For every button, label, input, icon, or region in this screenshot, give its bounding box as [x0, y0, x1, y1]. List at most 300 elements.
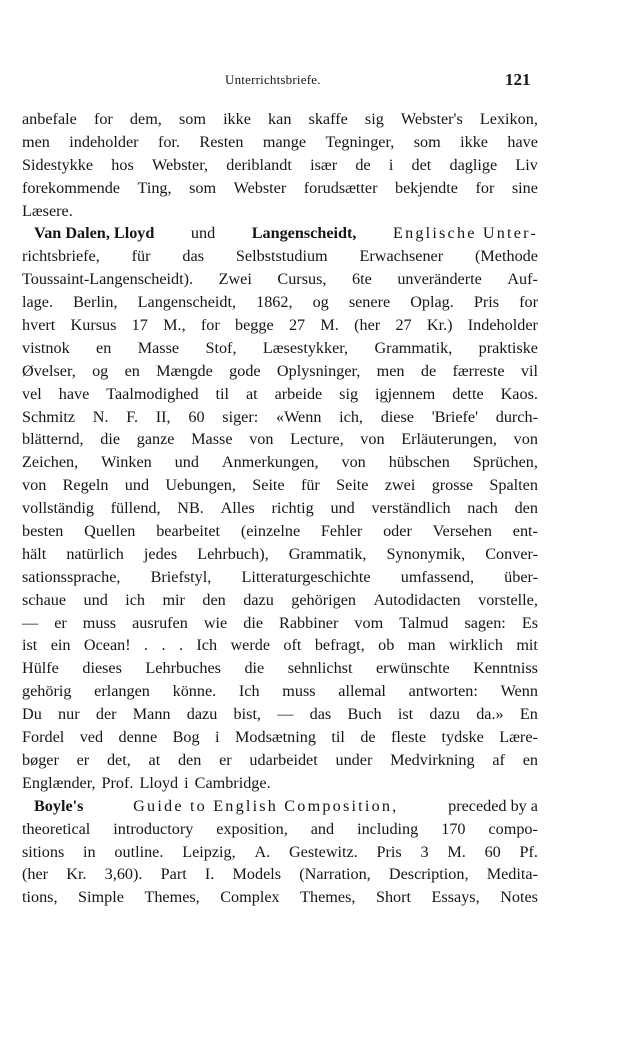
text-word: verständlich [371, 499, 451, 518]
text-word: Simple [78, 888, 124, 907]
text-word: von [249, 430, 274, 449]
text-word: igjennem [375, 384, 436, 403]
text-word: Stof, [205, 338, 237, 357]
text-word: umfassend, [400, 567, 475, 586]
text-word: sehnlichst [287, 659, 353, 678]
text-word: Oplag. [410, 293, 454, 312]
text-word: kan [268, 110, 292, 128]
text-line [22, 772, 538, 795]
text-word: die [100, 430, 121, 449]
text-word: das [182, 247, 204, 266]
text-word: Part [160, 865, 187, 884]
text-word: i [184, 773, 189, 792]
text-word: 60 [484, 842, 501, 861]
text-word: Webster's [400, 110, 463, 128]
text-word: have [507, 132, 538, 151]
text-word: tydske [441, 728, 484, 747]
text-word: Grammatik, [288, 544, 367, 563]
text-word: könne. [172, 682, 217, 701]
text-line [22, 428, 538, 451]
text-word: Mann [132, 705, 171, 724]
text-word: Cambridge. [194, 773, 271, 792]
text-word: forudsætter [303, 178, 378, 197]
text-word: diese [380, 407, 414, 426]
text-word: gehörigen [291, 590, 356, 609]
text-word: Berlin, [73, 293, 118, 312]
text-word: blätternd, [22, 430, 84, 449]
text-word: Briefstyl, [150, 567, 212, 586]
text-word: (her [22, 865, 49, 884]
text-word: i [215, 728, 220, 747]
text-word: ein [50, 636, 71, 655]
text-line [22, 589, 538, 612]
text-word: besten [22, 522, 64, 541]
text-word: under [335, 750, 373, 769]
text-word: Lloyd [139, 773, 179, 792]
text-word: füllend, [110, 499, 161, 518]
text-word: Langenscheidt, [137, 293, 237, 312]
text-word: F. [126, 407, 139, 426]
text-word: Litteraturgeschichte [241, 567, 371, 586]
text-word: hübschen [388, 453, 450, 472]
text-word: for [200, 316, 220, 335]
text-word: er [219, 750, 232, 769]
text-line [22, 131, 538, 154]
text-line [22, 703, 538, 726]
text-word: und [174, 453, 199, 472]
text-word: for [519, 293, 538, 312]
text-word: das [309, 705, 332, 724]
text-word: Kaos. [500, 384, 538, 403]
text-word: outline. [114, 842, 164, 861]
text-word: praktiske [478, 338, 538, 357]
text-word: jedes [143, 544, 178, 563]
text-word: Versehen [432, 522, 492, 541]
text-word: Resten [199, 132, 244, 151]
text-word: ausrufen [132, 613, 188, 632]
text-word: deriblandt [226, 155, 292, 174]
text-word: 170 [441, 819, 466, 838]
text-word: sig [339, 384, 359, 403]
text-word: . [161, 636, 166, 655]
text-word: 27 [395, 316, 412, 335]
text-word: Læsestykker, [262, 338, 349, 357]
text-word: vom [354, 613, 384, 632]
text-word: Øvelser, [22, 361, 76, 380]
text-word: schaue [22, 590, 67, 609]
text-word: Pris [376, 842, 402, 861]
text-word: werde [230, 636, 271, 655]
text-word: Uebungen, [165, 476, 236, 495]
text-word: Ting, [137, 178, 172, 197]
text-word: vel [22, 384, 42, 403]
text-word: sationssprache, [22, 567, 121, 586]
text-line [22, 337, 538, 360]
text-word: Fordel [22, 728, 65, 747]
text-word: Seite [252, 476, 285, 495]
text-word: Prof. [101, 773, 134, 792]
text-word: mit [516, 636, 538, 655]
text-word: mir [162, 590, 185, 609]
text-word: Themes, [300, 888, 356, 907]
text-word: die [243, 613, 264, 632]
text-word: Medita- [486, 865, 538, 884]
text-word: det, [106, 750, 131, 769]
text-word: en [522, 750, 538, 769]
text-word: M. [447, 842, 466, 861]
text-word: 17 [131, 316, 148, 335]
text-line [22, 543, 538, 566]
text-word: Sprüchen, [472, 453, 538, 472]
page-number: 121 [505, 70, 531, 89]
text-word: erwünschte [375, 659, 450, 678]
text-word: man [407, 636, 436, 655]
text-word: for. [157, 132, 180, 151]
text-word: Lehrbuches [145, 659, 221, 678]
text-word: En [519, 705, 538, 724]
text-word: Winken [101, 453, 152, 472]
text-word: vil [520, 361, 538, 380]
text-word: den [177, 750, 202, 769]
text-word: indeholder [69, 132, 139, 151]
text-word: . [178, 636, 183, 655]
text-word: oder [383, 522, 412, 541]
text-word: arbeide [274, 384, 323, 403]
text-line [22, 451, 538, 474]
text-word: Notes [500, 888, 538, 907]
text-word: mange [262, 132, 307, 151]
text-word: at [148, 750, 161, 769]
text-word: Essays, [431, 888, 480, 907]
text-line [22, 360, 538, 383]
text-word: dieses [82, 659, 122, 678]
text-word: ich, [339, 407, 363, 426]
text-word: vorstelle, [478, 590, 538, 609]
text-word: und [83, 590, 108, 609]
text-word: anbefale [22, 110, 77, 128]
text-line [22, 726, 538, 749]
text-word: Sidestykke [22, 155, 94, 174]
text-word: richtsbriefe, [22, 247, 100, 266]
text-word: de [360, 728, 376, 747]
text-word: Mængde [156, 361, 213, 380]
text-word: muss [82, 613, 117, 632]
text-word: Alles [220, 499, 255, 518]
text-word: ent- [512, 522, 538, 541]
text-word: wirklich [448, 636, 503, 655]
text-word: in [83, 842, 96, 861]
text-word: dazu [243, 590, 274, 609]
text-line [22, 268, 538, 291]
text-line [22, 177, 538, 200]
text-word: (einzelne [240, 522, 301, 541]
text-word: über- [504, 567, 538, 586]
text-word: Autodidacten [373, 590, 461, 609]
text-word: Buch [347, 705, 382, 724]
text-line [22, 200, 538, 223]
text-word: Liv [515, 155, 538, 174]
text-word: have [58, 384, 90, 403]
text-word: den [514, 499, 538, 518]
text-word: som [178, 110, 206, 128]
text-word: men [22, 132, 50, 151]
text-word: der [95, 705, 117, 724]
text-word: en [96, 338, 112, 357]
text-word: bearbeitet [156, 522, 221, 541]
text-word: Wenn [500, 682, 538, 701]
text-line [22, 314, 538, 337]
text-word: für [300, 476, 320, 495]
text-word: Auf- [507, 270, 538, 289]
text-word: Quellen [84, 522, 136, 541]
text-word: erlangen [94, 682, 150, 701]
text-line [22, 497, 538, 520]
text-word: gode [229, 361, 261, 380]
text-word: Zwei [218, 270, 252, 289]
text-word: er [54, 613, 67, 632]
text-word: und [190, 224, 216, 243]
entry-title: Englische Unter- [392, 224, 538, 243]
text-line [22, 657, 538, 680]
text-word: Kr. [66, 865, 87, 884]
text-word: hvert [22, 316, 56, 335]
text-word: A. [254, 842, 271, 861]
text-word: Webster, [151, 155, 209, 174]
text-line [22, 383, 538, 406]
text-word: und [330, 499, 355, 518]
entry-author: Boyle's [34, 796, 84, 815]
text-word: da.» [476, 705, 504, 724]
text-word: begge [235, 316, 274, 335]
text-line [22, 566, 538, 589]
text-word: (Narration, [299, 865, 371, 884]
text-line [22, 474, 538, 497]
text-word: Regeln [62, 476, 109, 495]
text-line [22, 406, 538, 429]
text-word: sagen: [464, 613, 506, 632]
text-word: Themes, [144, 888, 200, 907]
text-word: for [475, 178, 495, 197]
text-line [22, 245, 538, 268]
text-word: wie [203, 613, 228, 632]
text-word: unveränderte [397, 270, 482, 289]
text-word: ganze [136, 430, 175, 449]
text-word: — [277, 705, 294, 724]
text-word: richtig [271, 499, 314, 518]
text-word: ikke [223, 110, 251, 128]
text-word: 'Briefe' [431, 407, 478, 426]
text-word: Es [521, 613, 538, 632]
text-word: Description, [388, 865, 469, 884]
text-word: . [144, 636, 149, 655]
text-word: and [310, 819, 335, 838]
text-word: Lære- [499, 728, 538, 747]
text-word: forekommende [22, 178, 120, 197]
text-word: Bog [172, 728, 200, 747]
text-word: en [124, 361, 140, 380]
text-word: Talmud [399, 613, 449, 632]
text-line [22, 222, 538, 245]
running-title: Unterrichtsbriefe. [225, 72, 321, 87]
text-word: including [357, 819, 419, 838]
text-word: Anmerkungen, [221, 453, 319, 472]
text-word: i [388, 155, 394, 174]
text-word: allemal [338, 682, 386, 701]
text-word: Du [22, 705, 42, 724]
text-word: hält [22, 544, 47, 563]
text-word: I. [204, 865, 215, 884]
text-word: durch- [495, 407, 538, 426]
text-word: Complex [220, 888, 280, 907]
text-word: ob [378, 636, 395, 655]
text-word: 3,60). [104, 865, 143, 884]
text-word: NB. [177, 499, 204, 518]
text-word: (her [354, 316, 381, 335]
text-word: de [420, 361, 437, 380]
text-line [22, 886, 538, 909]
text-word: er [76, 750, 90, 769]
text-word: compo- [488, 819, 538, 838]
text-word: Taalmodighed [106, 384, 199, 403]
text-line [22, 680, 538, 703]
text-word: Masse [137, 338, 180, 357]
text-word: for [93, 110, 113, 128]
text-word: bist, [233, 705, 261, 724]
entry-author: Langenscheidt, [251, 224, 357, 243]
text-word: Erläuterungen, [401, 430, 497, 449]
text-word: af [492, 750, 505, 769]
text-word: exposition, [216, 819, 288, 838]
text-line [22, 795, 538, 818]
text-word: Indeholder [467, 316, 538, 335]
text-line [22, 520, 538, 543]
text-word: Short [375, 888, 412, 907]
text-line [22, 818, 538, 841]
text-word: ist [22, 636, 38, 655]
text-line [22, 612, 538, 635]
page-header [0, 72, 624, 94]
text-word: det [411, 155, 432, 174]
text-word: den [202, 590, 226, 609]
text-line [22, 841, 538, 864]
text-word: 27 [288, 316, 306, 335]
text-word: at [245, 384, 258, 403]
text-word: Kursus [70, 316, 117, 335]
text-word: sine [511, 178, 538, 197]
text-word: II, [155, 407, 171, 426]
text-word: preceded by a [448, 796, 538, 815]
text-word: Oplysninger, [276, 361, 361, 380]
text-word: Ich [196, 636, 218, 655]
text-word: Rabbiner [279, 613, 339, 632]
text-word: Medvirkning [390, 750, 475, 769]
text-word: ich [125, 590, 146, 609]
text-word: sitions [22, 842, 65, 861]
text-word: Fehler [320, 522, 363, 541]
text-word: gehörig [22, 682, 72, 701]
text-word: — [22, 613, 39, 632]
text-word: Conver- [485, 544, 538, 563]
text-word: antworten: [408, 682, 478, 701]
text-word: Ich [238, 682, 260, 701]
text-word: Webster [233, 178, 287, 197]
text-line [22, 154, 538, 177]
text-word: Pf. [519, 842, 538, 861]
text-word: og [312, 293, 329, 312]
text-word: bekjendte [395, 178, 458, 197]
text-word: og [92, 361, 109, 380]
text-word: die [244, 659, 265, 678]
text-word: udarbeidet [249, 750, 318, 769]
text-word: ved [79, 728, 104, 747]
text-word: færreste [452, 361, 505, 380]
text-word: Kenntniss [473, 659, 538, 678]
text-word: nur [58, 705, 80, 724]
text-word: Synonymik, [386, 544, 466, 563]
text-word: grosse [431, 476, 474, 495]
text-word: (Methode [475, 247, 538, 266]
text-word: dem, [129, 110, 162, 128]
text-word: Tegninger, [325, 132, 395, 151]
entry-author: Van Dalen, Lloyd [34, 224, 155, 243]
text-line [22, 634, 538, 657]
text-word: Toussaint-Langenscheidt). [22, 270, 194, 289]
text-word: von [360, 430, 385, 449]
text-line [22, 749, 538, 772]
text-word: 6te [351, 270, 372, 289]
text-word: især [310, 155, 338, 174]
text-word: Spalten [489, 476, 538, 495]
text-word: men [376, 361, 405, 380]
text-word: Masse [191, 430, 233, 449]
text-word: Zeichen, [22, 453, 79, 472]
text-word: Schmitz [22, 407, 76, 426]
text-word: Hülfe [22, 659, 59, 678]
text-word: daglige [449, 155, 498, 174]
text-word: som [189, 178, 217, 197]
text-word: Models [232, 865, 282, 884]
text-word: Leipzig, [182, 842, 236, 861]
text-line [22, 108, 538, 131]
text-word: nach [467, 499, 498, 518]
text-word: befragt, [314, 636, 365, 655]
text-word: hos [111, 155, 134, 174]
text-word: Modsætning [234, 728, 316, 747]
text-word: Cursus, [277, 270, 327, 289]
text-word: som [413, 132, 441, 151]
text-word: N. [92, 407, 109, 426]
text-word: Gestewitz. [288, 842, 358, 861]
text-word: dette [452, 384, 484, 403]
text-word: Lexikon, [479, 110, 538, 128]
text-word: Kr.) [426, 316, 453, 335]
text-word: Englænder, [22, 773, 96, 792]
text-word: 1862, [256, 293, 293, 312]
text-word: Lecture, [290, 430, 344, 449]
text-word: Læsere. [22, 201, 73, 220]
text-word: dazu [186, 705, 218, 724]
text-word: theoretical [22, 819, 91, 838]
text-word: bøger [22, 750, 59, 769]
text-word: sig [364, 110, 384, 128]
text-word: dazu [429, 705, 460, 724]
text-word: introductory [113, 819, 194, 838]
text-word: til [331, 728, 345, 747]
text-word: von [513, 430, 538, 449]
text-line [22, 863, 538, 886]
text-word: von [22, 476, 47, 495]
text-word: Ocean! [83, 636, 131, 655]
